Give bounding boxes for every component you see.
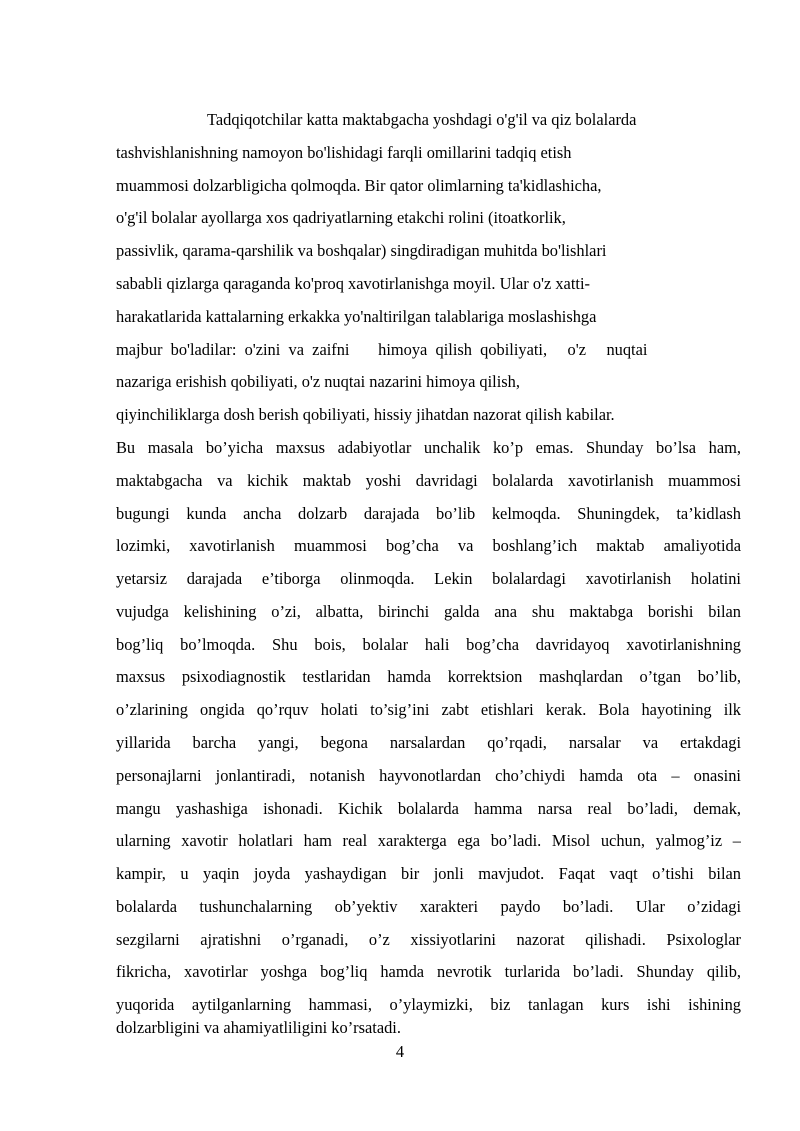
text-line: yetarsiz darajada e’tiborga olinmoqda. Lekin bolalardagi xavotirlanish holatini xyxy=(116,569,741,588)
text-line: sababli qizlarga qaraganda ko'proq xavotirlanishga moyil. Ular o'z xatti- xyxy=(116,274,590,293)
text-line: dolzarbligini va ahamiyatliligini ko’rsatadi. xyxy=(116,1018,401,1037)
text-line: maxsus psixodiagnostik testlaridan hamda korrektsion mashqlardan o’tgan bo’lib, xyxy=(116,667,741,686)
text-line: majbur bo'ladilar: o'zini va zaifni himoya qilish qobiliyati, o'z nuqtai xyxy=(116,340,648,359)
page-number: 4 xyxy=(395,1042,405,1061)
text-line: lozimki, xavotirlanish muammosi bog’cha va boshlang’ich maktab amaliyotida xyxy=(116,536,741,555)
text-line: qiyinchiliklarga dosh berish qobiliyati, hissiy jihatdan nazorat qilish kabilar. xyxy=(116,405,615,424)
text-line: passivlik, qarama-qarshilik va boshqalar) singdiradigan muhitda bo'lishlari xyxy=(116,241,607,260)
text-line: o'g'il bolalar ayollarga xos qadriyatlarning etakchi rolini (itoatkorlik, xyxy=(116,208,566,227)
text-line: personajlarni jonlantiradi, notanish hayvonotlardan cho’chiydi hamda ota – onasini xyxy=(116,766,741,785)
text-line: muammosi dolzarbligicha qolmoqda. Bir qator olimlarning ta'kidlashicha, xyxy=(116,176,602,195)
text-line: nazariga erishish qobiliyati, o'z nuqtai nazarini himoya qilish, xyxy=(116,372,520,391)
text-line: fikricha, xavotirlar yoshga bog’liq hamda nevrotik turlarida bo’ladi. Shunday qilib, xyxy=(116,962,741,981)
text-line: bog’liq bo’lmoqda. Shu bois, bolalar hali bog’cha davridayoq xavotirlanishning xyxy=(116,635,741,654)
text-line: kampir, u yaqin joyda yashaydigan bir jonli mavjudot. Faqat vaqt o’tishi bilan xyxy=(116,864,741,883)
text-line: mangu yashashiga ishonadi. Kichik bolalarda hamma narsa real bo’ladi, demak, xyxy=(116,799,741,818)
text-line: Tadqiqotchilar katta maktabgacha yoshdagi o'g'il va qiz bolalarda xyxy=(207,110,637,129)
text-line: bolalarda tushunchalarning ob’yektiv xarakteri paydo bo’ladi. Ular o’zidagi xyxy=(116,897,741,916)
text-line: o’zlarining ongida qo’rquv holati to’sig’ini zabt etishlari kerak. Bola hayotining ilk xyxy=(116,700,741,719)
text-line: Bu masala bo’yicha maxsus adabiyotlar unchalik ko’p emas. Shunday bo’lsa ham, xyxy=(116,438,741,457)
text-line: yuqorida aytilganlarning hammasi, o’ylaymizki, biz tanlagan kurs ishi ishining xyxy=(116,995,741,1014)
text-line: ularning xavotir holatlari ham real xarakterga ega bo’ladi. Misol uchun, yalmog’iz – xyxy=(116,831,741,850)
text-line: bugungi kunda ancha dolzarb darajada bo’lib kelmoqda. Shuningdek, ta’kidlash xyxy=(116,504,741,523)
text-line: vujudga kelishining o’zi, albatta, birinchi galda ana shu maktabga borishi bilan xyxy=(116,602,741,621)
text-line: tashvishlanishning namoyon bo'lishidagi farqli omillarini tadqiq etish xyxy=(116,143,572,162)
text-line: yillarida barcha yangi, begona narsalardan qo’rqadi, narsalar va ertakdagi xyxy=(116,733,741,752)
text-line: sezgilarni ajratishni o’rganadi, o’z xissiyotlarini nazorat qilishadi. Psixologlar xyxy=(116,930,741,949)
text-line: maktabgacha va kichik maktab yoshi davridagi bolalarda xavotirlanish muammosi xyxy=(116,471,741,490)
text-line: harakatlarida kattalarning erkakka yo'naltirilgan talablariga moslashishga xyxy=(116,307,597,326)
